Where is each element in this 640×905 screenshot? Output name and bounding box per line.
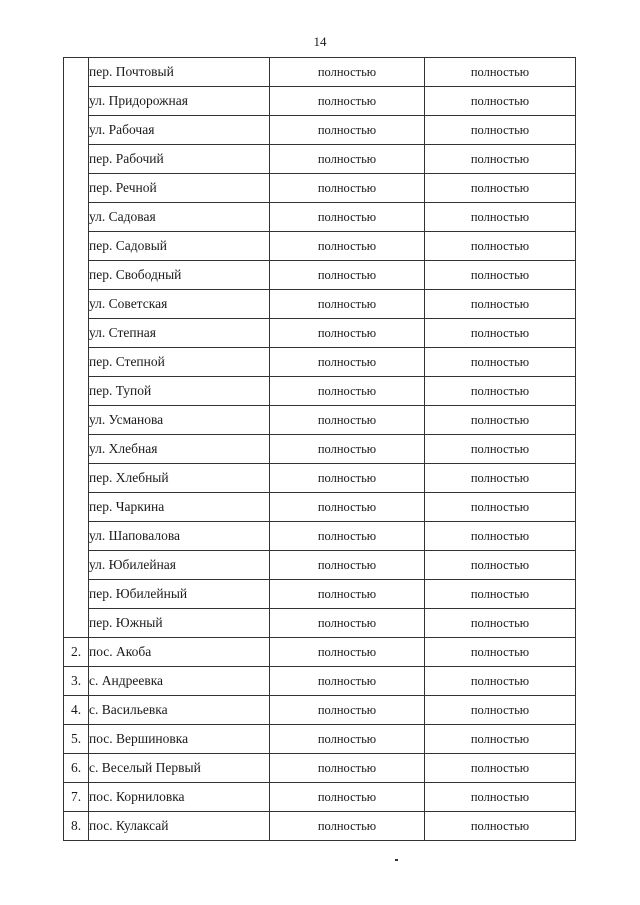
row-number-cell: 4. — [64, 696, 89, 725]
status-cell: полностью — [425, 348, 576, 377]
settlement-name-cell: пос. Акоба — [89, 638, 270, 667]
table-row — [64, 261, 576, 290]
table-row — [64, 725, 576, 754]
table-row — [64, 377, 576, 406]
table-row — [64, 609, 576, 638]
status-cell: полностью — [270, 145, 425, 174]
settlement-name-cell: пер. Речной — [89, 174, 270, 203]
status-cell: полностью — [425, 232, 576, 261]
settlement-name-cell: ул. Садовая — [89, 203, 270, 232]
status-cell: полностью — [425, 696, 576, 725]
status-cell: полностью — [425, 435, 576, 464]
table-row — [64, 464, 576, 493]
status-cell: полностью — [270, 58, 425, 87]
status-cell: полностью — [270, 290, 425, 319]
status-cell: полностью — [425, 377, 576, 406]
status-cell: полностью — [425, 174, 576, 203]
status-cell: полностью — [425, 638, 576, 667]
settlement-name-cell: пер. Почтовый — [89, 58, 270, 87]
table-row — [64, 551, 576, 580]
status-cell: полностью — [270, 667, 425, 696]
status-cell: полностью — [270, 783, 425, 812]
settlement-name-cell: пер. Рабочий — [89, 145, 270, 174]
status-cell: полностью — [270, 261, 425, 290]
row-number-cell — [64, 435, 89, 464]
row-number-cell — [64, 464, 89, 493]
status-cell: полностью — [425, 667, 576, 696]
status-cell: полностью — [425, 203, 576, 232]
table-row — [64, 406, 576, 435]
status-cell: полностью — [425, 812, 576, 841]
status-cell: полностью — [425, 319, 576, 348]
table-row — [64, 580, 576, 609]
table-row — [64, 203, 576, 232]
settlement-name-cell: пер. Степной — [89, 348, 270, 377]
table-row — [64, 116, 576, 145]
status-cell: полностью — [425, 609, 576, 638]
status-cell: полностью — [425, 783, 576, 812]
settlement-name-cell: ул. Советская — [89, 290, 270, 319]
row-number-cell — [64, 174, 89, 203]
row-number-cell: 3. — [64, 667, 89, 696]
row-number-cell — [64, 145, 89, 174]
row-number-cell — [64, 87, 89, 116]
settlement-name-cell: с. Веселый Первый — [89, 754, 270, 783]
table-row — [64, 754, 576, 783]
table-body — [64, 58, 576, 841]
settlement-name-cell: пер. Чаркина — [89, 493, 270, 522]
table-row — [64, 667, 576, 696]
status-cell: полностью — [425, 725, 576, 754]
status-cell: полностью — [270, 232, 425, 261]
settlement-name-cell: пос. Вершиновка — [89, 725, 270, 754]
settlement-name-cell: пос. Кулаксай — [89, 812, 270, 841]
status-cell: полностью — [270, 696, 425, 725]
row-number-cell — [64, 261, 89, 290]
row-number-cell — [64, 406, 89, 435]
table-row — [64, 174, 576, 203]
status-cell: полностью — [425, 493, 576, 522]
settlement-name-cell: с. Андреевка — [89, 667, 270, 696]
settlements-table — [63, 57, 576, 841]
status-cell: полностью — [270, 435, 425, 464]
settlement-name-cell: ул. Шаповалова — [89, 522, 270, 551]
status-cell: полностью — [270, 87, 425, 116]
settlement-name-cell: с. Васильевка — [89, 696, 270, 725]
table-row — [64, 638, 576, 667]
settlement-name-cell: ул. Степная — [89, 319, 270, 348]
table-row — [64, 522, 576, 551]
status-cell: полностью — [425, 116, 576, 145]
row-number-cell — [64, 377, 89, 406]
settlement-name-cell: ул. Придорожная — [89, 87, 270, 116]
status-cell: полностью — [425, 580, 576, 609]
settlement-name-cell: пер. Юбилейный — [89, 580, 270, 609]
status-cell: полностью — [270, 493, 425, 522]
row-number-cell: 5. — [64, 725, 89, 754]
settlement-name-cell: пер. Свободный — [89, 261, 270, 290]
status-cell: полностью — [425, 261, 576, 290]
settlement-name-cell: ул. Рабочая — [89, 116, 270, 145]
settlement-name-cell: пос. Корниловка — [89, 783, 270, 812]
row-number-cell — [64, 580, 89, 609]
table-row — [64, 696, 576, 725]
status-cell: полностью — [270, 812, 425, 841]
status-cell: полностью — [425, 551, 576, 580]
status-cell: полностью — [425, 464, 576, 493]
table-row — [64, 232, 576, 261]
table-row — [64, 290, 576, 319]
status-cell: полностью — [425, 754, 576, 783]
status-cell: полностью — [425, 58, 576, 87]
row-number-cell — [64, 493, 89, 522]
settlement-name-cell: пер. Южный — [89, 609, 270, 638]
status-cell: полностью — [270, 377, 425, 406]
row-number-cell — [64, 522, 89, 551]
status-cell: полностью — [425, 290, 576, 319]
scan-mark — [395, 859, 398, 861]
table-row — [64, 493, 576, 522]
status-cell: полностью — [270, 609, 425, 638]
settlement-name-cell: ул. Хлебная — [89, 435, 270, 464]
status-cell: полностью — [270, 319, 425, 348]
row-number-cell: 7. — [64, 783, 89, 812]
row-number-cell — [64, 58, 89, 87]
status-cell: полностью — [425, 406, 576, 435]
settlement-name-cell: пер. Садовый — [89, 232, 270, 261]
table-row — [64, 812, 576, 841]
table-row — [64, 87, 576, 116]
status-cell: полностью — [270, 464, 425, 493]
settlement-name-cell: пер. Хлебный — [89, 464, 270, 493]
status-cell: полностью — [270, 754, 425, 783]
settlement-name-cell: ул. Юбилейная — [89, 551, 270, 580]
table-row — [64, 348, 576, 377]
table-row — [64, 145, 576, 174]
status-cell: полностью — [425, 87, 576, 116]
row-number-cell — [64, 319, 89, 348]
status-cell: полностью — [270, 174, 425, 203]
settlement-name-cell: ул. Усманова — [89, 406, 270, 435]
row-number-cell: 2. — [64, 638, 89, 667]
status-cell: полностью — [270, 551, 425, 580]
row-number-cell — [64, 203, 89, 232]
table-row — [64, 783, 576, 812]
row-number-cell — [64, 290, 89, 319]
row-number-cell: 6. — [64, 754, 89, 783]
row-number-cell — [64, 551, 89, 580]
status-cell: полностью — [270, 406, 425, 435]
status-cell: полностью — [425, 145, 576, 174]
status-cell: полностью — [270, 725, 425, 754]
row-number-cell — [64, 609, 89, 638]
status-cell: полностью — [270, 203, 425, 232]
status-cell: полностью — [270, 522, 425, 551]
status-cell: полностью — [270, 348, 425, 377]
status-cell: полностью — [425, 522, 576, 551]
page-number: 14 — [313, 34, 327, 49]
status-cell: полностью — [270, 580, 425, 609]
row-number-cell — [64, 116, 89, 145]
settlement-name-cell: пер. Тупой — [89, 377, 270, 406]
status-cell: полностью — [270, 116, 425, 145]
row-number-cell: 8. — [64, 812, 89, 841]
row-number-cell — [64, 232, 89, 261]
table-row — [64, 435, 576, 464]
row-number-cell — [64, 348, 89, 377]
table-row — [64, 319, 576, 348]
table-row — [64, 58, 576, 87]
status-cell: полностью — [270, 638, 425, 667]
